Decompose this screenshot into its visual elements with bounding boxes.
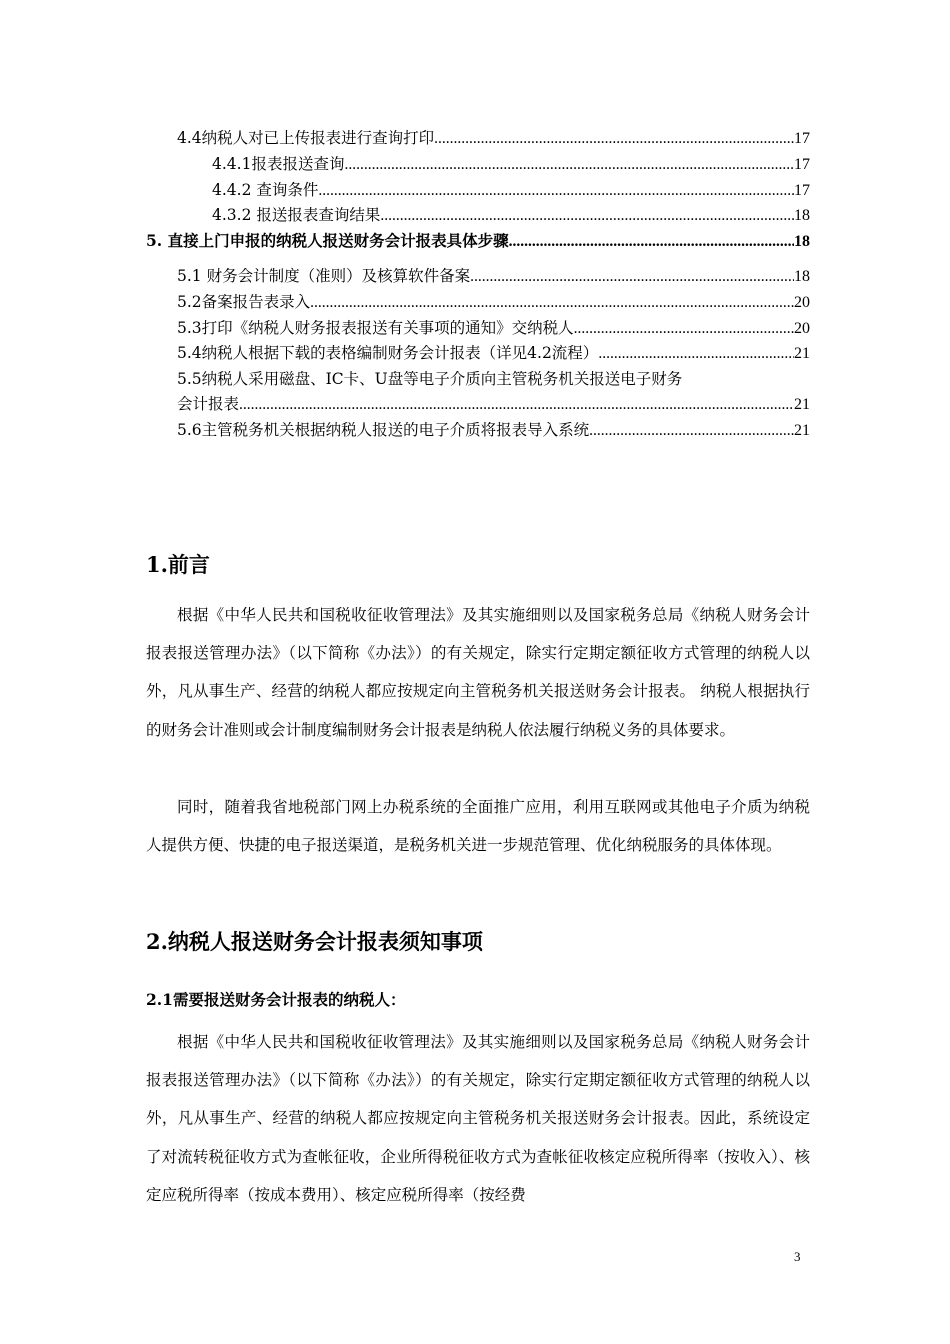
page-number: 3 [794,1249,801,1264]
section-1-heading: 1.前言 [146,552,210,577]
toc-leader-dots [344,153,794,178]
toc-entry-line2 [146,392,810,418]
toc-entry-page: 20 [794,293,810,311]
toc-entry-page: 21 [794,395,810,413]
section-2-1-heading: 2.1需要报送财务会计报表的纳税人： [146,990,406,1009]
toc-leader-dots [470,265,794,290]
toc-entry[interactable] [146,341,810,367]
toc-entry-page: 20 [794,319,810,337]
toc-entry[interactable] [146,316,810,342]
toc-entry-text: 4.4纳税人对已上传报表进行查询打印 [177,129,435,147]
toc-entry[interactable] [146,264,810,290]
toc-leader-dots [509,230,794,255]
toc-entry-page: 21 [794,345,810,363]
toc-entry-multiline[interactable] [146,367,810,418]
section-1-paragraph-1: 根据《中华人民共和国税收征收管理法》及其实施细则以及国家税务总局《纳税人财务会计报表报送管理办法》（以下简称《办法》）的有关规定，除实行定期定额征收方式管理的纳税人以外，凡从事生产、经营的纳税人都应按规定向主管税务机关报送财务会计报表。 纳税人根据执行的财务会计准则或会计制度编制财务会计报表是纳税人依法履行纳税义务的具体要求。 [146,606,810,739]
table-of-contents [146,126,810,444]
toc-entry-page: 18 [794,267,810,285]
toc-entry-text: 4.4.1报表报送查询 [212,154,345,173]
toc-leader-dots [318,179,794,204]
toc-entry-text: 4.4.2 查询条件 [212,180,319,199]
toc-entry-text: 5.1 财务会计制度（准则）及核算软件备案 [177,266,471,285]
toc-leader-dots [380,204,794,229]
toc-entry[interactable] [146,178,810,204]
toc-leader-dots [239,393,794,418]
toc-entry-text-line2: 会计报表 [177,394,240,413]
toc-entry-page: 18 [794,233,810,251]
toc-entry[interactable] [146,152,810,178]
section-2-1-paragraph: 根据《中华人民共和国税收征收管理法》及其实施细则以及国家税务总局《纳税人财务会计报表报送管理办法》（以下简称《办法》）的有关规定，除实行定期定额征收方式管理的纳税人以外，凡从事生产、经营的纳税人都应按规定向主管税务机关报送财务会计报表。因此，系统设定了对流转税征收方式为查帐征收，企业所得税征收方式为查帐征收核定应税所得率（按收入）、核定应税所得率（按成本费用）、核定应税所得率（按经费 [146,1033,810,1204]
toc-leader-dots [310,291,794,316]
toc-entry[interactable] [146,126,810,152]
toc-leader-dots [574,317,794,342]
toc-entry-text-line1: 5.5纳税人采用磁盘、IC卡、U盘等电子介质向主管税务机关报送电子财务 [177,370,683,389]
toc-leader-dots [434,127,794,152]
toc-entry-text: 5.4纳税人根据下载的表格编制财务会计报表（详见4.2流程） [177,344,599,363]
toc-entry[interactable] [146,203,810,229]
toc-entry-page: 18 [794,207,810,225]
toc-entry-page: 17 [794,130,810,147]
section-1-paragraph-2: 同时，随着我省地税部门网上办税系统的全面推广应用，利用互联网或其他电子介质为纳税人提供方便、快捷的电子报送渠道，是税务机关进一步规范管理、优化纳税服务的具体体现。 [146,798,810,855]
toc-entry-page: 21 [794,421,810,439]
toc-entry[interactable] [146,290,810,316]
toc-leader-dots [589,419,794,444]
toc-entry-text: 4.3.2 报送报表查询结果 [212,206,381,225]
toc-entry-text: 5. 直接上门申报的纳税人报送财务会计报表具体步骤 [146,231,509,251]
toc-entry-text: 5.6主管税务机关根据纳税人报送的电子介质将报表导入系统 [177,420,590,439]
toc-entry-page: 17 [794,155,810,173]
toc-entry-page: 17 [794,181,810,199]
toc-entry-text: 5.2备案报告表录入 [177,292,311,311]
toc-entry-text: 5.3打印《纳税人财务报表报送有关事项的通知》交纳税人 [177,318,574,337]
toc-leader-dots [598,342,794,367]
section-2-heading: 2.纳税人报送财务会计报表须知事项 [146,929,483,954]
toc-entry-chapter[interactable] [146,229,810,255]
toc-entry[interactable] [146,418,810,444]
